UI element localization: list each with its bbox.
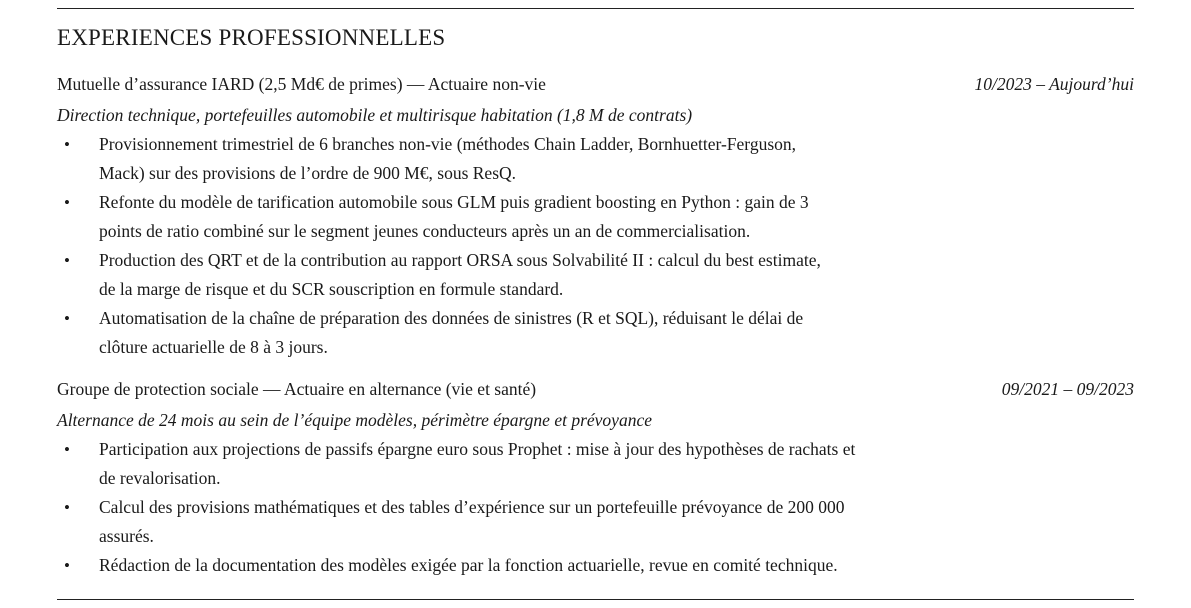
list-item [57,130,1134,188]
top-divider [57,8,1134,9]
bullet-line: Participation aux projections de passifs épargne euro sous Prophet : mise à jour des hypothèses de rachats et [99,439,856,459]
list-item [57,493,1134,551]
job-entry [57,72,1134,362]
bullet-line: assurés. [99,526,154,546]
bottom-divider [57,599,1134,600]
bullet-line: de la marge de risque et du SCR souscription en formule standard. [99,279,564,299]
job-bullets [57,435,1134,580]
bullet-line: clôture actuarielle de 8 à 3 jours. [99,337,328,357]
job-subtitle: Direction technique, portefeuilles automobile et multirisque habitation (1,8 M de contrats) [57,105,693,125]
bullet-icon: • [64,193,70,212]
list-item [57,304,1134,362]
bullet-line: Calcul des provisions mathématiques et des tables d’expérience sur un portefeuille prévoyance de 200 000 [99,497,845,517]
bullet-line: Refonte du modèle de tarification automobile sous GLM puis gradient boosting en Python : gain de 3 [99,192,809,212]
section-title: EXPERIENCES PROFESSIONNELLES [57,25,446,50]
job-header [57,72,1134,96]
bullet-icon: • [64,556,70,575]
bullet-line: Mack) sur des provisions de l’ordre de 900 M€, sous ResQ. [99,163,517,183]
job-dates: 10/2023 – Aujourd’hui [974,74,1134,94]
list-item [57,246,1134,304]
job-dates: 09/2021 – 09/2023 [1001,379,1134,399]
bullet-icon: • [64,309,70,328]
bullet-icon: • [64,251,70,270]
bullet-icon: • [64,440,70,459]
bullet-line: Automatisation de la chaîne de préparation des données de sinistres (R et SQL), réduisant le délai de [99,308,804,328]
bullet-line: de revalorisation. [99,468,221,488]
job-entry [57,377,1134,580]
job-bullets [57,130,1134,362]
bullet-line: Rédaction de la documentation des modèles exigée par la fonction actuarielle, revue en comité technique. [99,555,838,575]
job-subtitle: Alternance de 24 mois au sein de l’équipe modèles, périmètre épargne et prévoyance [57,410,652,430]
bullet-icon: • [64,498,70,517]
bullet-line: Production des QRT et de la contribution au rapport ORSA sous Solvabilité II : calcul du best estimate, [99,250,821,270]
list-item [57,188,1134,246]
job-title: Mutuelle d’assurance IARD (2,5 Md€ de primes) — Actuaire non-vie [57,74,546,94]
job-header [57,377,1134,401]
bullet-line: Provisionnement trimestriel de 6 branches non-vie (méthodes Chain Ladder, Bornhuetter-Ferguson, [99,134,797,154]
list-item [57,551,1134,580]
bullet-line: points de ratio combiné sur le segment jeunes conducteurs après un an de commercialisation. [99,221,751,241]
bullet-icon: • [64,135,70,154]
list-item [57,435,1134,493]
job-title: Groupe de protection sociale — Actuaire en alternance (vie et santé) [57,379,537,399]
